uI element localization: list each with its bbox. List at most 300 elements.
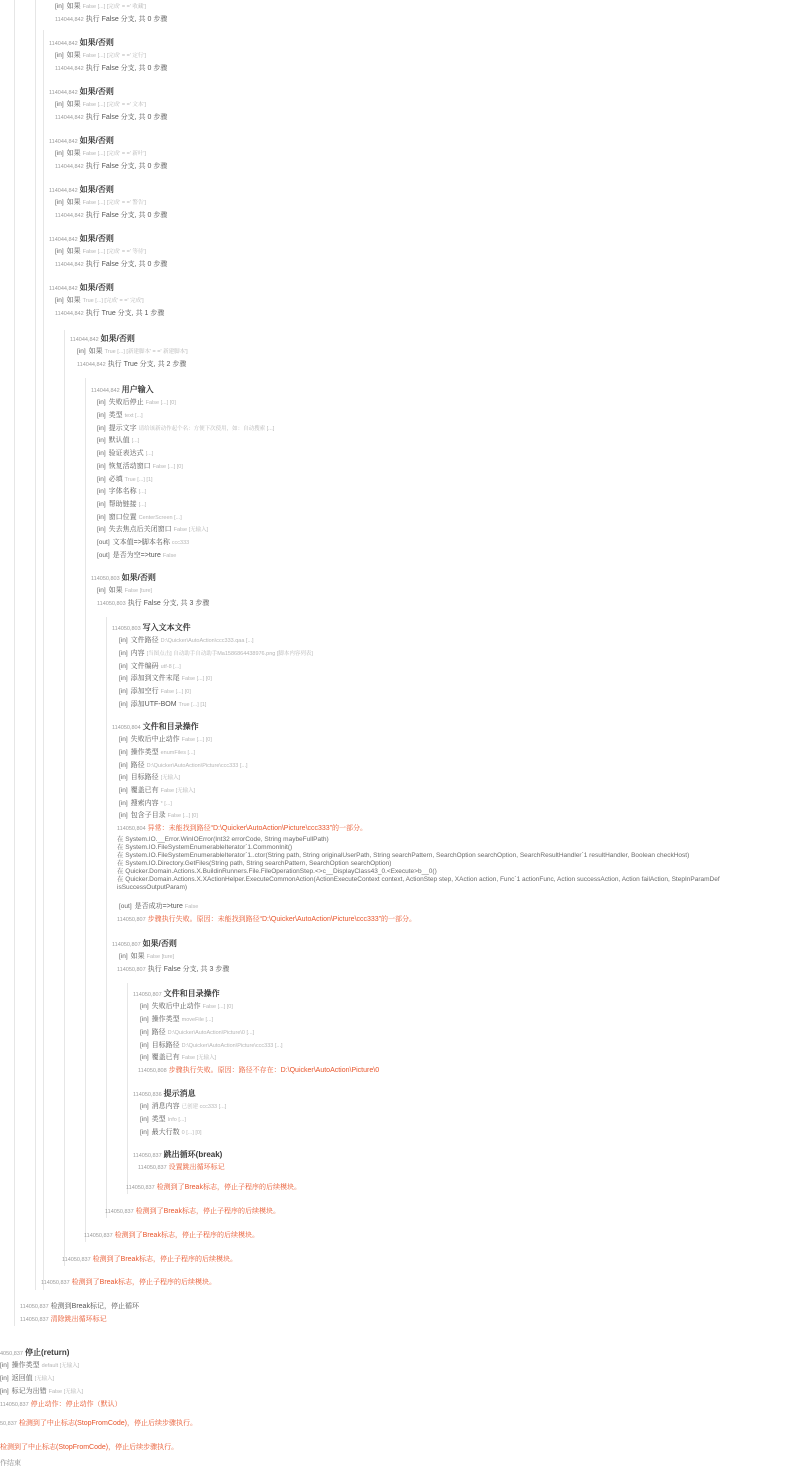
log-line-step-title — [133, 1149, 222, 1162]
param-direction-tag: [in] — [140, 1054, 149, 1061]
log-text: 文件编码 — [130, 663, 159, 670]
param-value: [...] — [138, 489, 147, 495]
log-line-step-param — [0, 1373, 54, 1385]
timestamp: 114050,837 — [0, 1402, 29, 1408]
log-text: 如果/否则 — [79, 136, 114, 145]
timestamp: 114044,842 — [91, 388, 120, 394]
log-text: 操作类型 — [130, 749, 159, 756]
log-line-error-message — [0, 1399, 122, 1411]
param-direction-tag: [in] — [55, 297, 64, 304]
log-line-step-param — [55, 197, 146, 209]
log-line-step-param — [140, 1001, 233, 1013]
log-text: 路径 — [130, 762, 145, 769]
timestamp: 114044,842 — [49, 139, 78, 145]
param-value: False [...] [0] — [181, 737, 212, 743]
log-line-log-message — [97, 598, 209, 610]
log-line-log-message — [0, 1458, 21, 1469]
log-line-stack-trace-line — [117, 868, 800, 876]
log-line-log-message — [20, 1301, 139, 1313]
timestamp: 114050,807 — [117, 967, 146, 973]
timestamp: 114044,842 — [70, 337, 99, 343]
param-value: 已创建 ccc333 [...] — [181, 1104, 227, 1110]
param-direction-tag: [in] — [119, 650, 128, 657]
log-line-step-param — [77, 346, 188, 358]
log-text: 提示消息 — [163, 1089, 196, 1098]
param-value: Info [...] — [167, 1117, 186, 1123]
log-text: 如果 — [66, 199, 81, 206]
log-line-step-param — [119, 798, 172, 810]
log-text: isSuccessOutputParam) — [117, 884, 188, 891]
log-text: 检测到了Break标志，停止子程序的后续模块。 — [92, 1256, 237, 1263]
log-text: 标记为出错 — [11, 1388, 47, 1395]
log-text: 执行 False 分支, 共 0 步骤 — [85, 114, 168, 121]
log-text: 操作类型 — [11, 1362, 40, 1369]
log-line-log-message — [55, 259, 167, 271]
param-value: [无输入] — [34, 1376, 55, 1382]
param-direction-tag: [in] — [119, 774, 128, 781]
param-value: True [...] [1] — [178, 702, 207, 708]
log-line-error-message — [138, 1162, 225, 1174]
log-text: 必填 — [108, 476, 123, 483]
timestamp: 114044,842 — [49, 237, 78, 243]
log-text: 窗口位置 — [108, 514, 137, 521]
log-text: 文本值=>脚本名称 — [112, 539, 170, 546]
param-value: False [ture] — [124, 588, 153, 594]
timestamp: 114050,837 — [133, 1153, 162, 1159]
log-text: 在 System.IO.__Error.WinIOError(Int32 errorCode, String maybeFullPath) — [117, 836, 329, 843]
log-text: 操作类型 — [151, 1016, 180, 1023]
log-text: 返回值 — [11, 1375, 33, 1382]
log-line-step-param — [97, 512, 182, 524]
param-direction-tag: [in] — [55, 52, 64, 59]
log-line-step-title — [49, 233, 114, 246]
log-line-stack-trace-line — [117, 844, 800, 852]
log-line-step-param — [119, 772, 180, 784]
log-line-step-param — [119, 747, 195, 759]
log-text: 默认值 — [108, 437, 130, 444]
param-direction-tag: [in] — [97, 399, 106, 406]
log-text: 如果/否则 — [79, 87, 114, 96]
log-line-error-message — [117, 914, 416, 926]
param-direction-tag: [in] — [140, 1016, 149, 1023]
param-direction-tag: [in] — [119, 812, 128, 819]
log-line-step-param — [97, 486, 146, 498]
log-line-step-param — [119, 648, 313, 660]
log-line-step-param — [140, 1027, 254, 1039]
log-line-step-param — [97, 585, 152, 597]
param-direction-tag: [in] — [97, 526, 106, 533]
log-line-step-param — [0, 1360, 79, 1372]
param-value: False [...] [0] — [152, 464, 183, 470]
param-value: False [无输入] — [48, 1389, 84, 1395]
timestamp: 114050,803 — [97, 601, 126, 607]
timestamp: 50,837 — [0, 1421, 17, 1427]
param-value: False [无输入] — [173, 527, 209, 533]
log-line-step-title — [0, 1347, 69, 1360]
timestamp: 114050,804 — [112, 725, 141, 731]
log-text: 文件和目录操作 — [142, 722, 199, 731]
indent-guide — [127, 983, 128, 1194]
log-line-step-param — [55, 246, 146, 258]
log-text: 如果 — [66, 248, 81, 255]
param-direction-tag: [in] — [55, 248, 64, 255]
log-line-step-param — [55, 148, 146, 160]
indent-guide — [85, 378, 86, 1242]
param-value: D:\Quicker\AutoAction\Picture\ccc333 [...] — [146, 763, 248, 769]
log-text: 执行 False 分支, 共 0 步骤 — [85, 16, 168, 23]
log-line-step-title — [49, 86, 114, 99]
timestamp: 114050,837 — [105, 1209, 134, 1215]
log-line-error-message — [62, 1254, 237, 1266]
log-text: 执行 False 分支, 共 0 步骤 — [85, 261, 168, 268]
param-value: D:\Quicker\AutoAction\ccc333.qaa [...] — [160, 638, 254, 644]
param-direction-tag: [out] — [97, 552, 110, 559]
param-value: False [无输入] — [160, 788, 196, 794]
param-value: False [ture] — [146, 954, 175, 960]
log-line-log-message — [55, 161, 167, 173]
log-line-step-param — [97, 524, 208, 536]
param-value: D:\Quicker\AutoAction\Picture\ccc333 [...] — [181, 1043, 283, 1049]
log-text: 设置跳出循环标记 — [168, 1164, 225, 1171]
timestamp: 114044,842 — [55, 213, 84, 219]
log-text: 如果 — [66, 3, 81, 10]
log-line-step-title — [112, 622, 191, 635]
param-direction-tag: [in] — [97, 412, 106, 419]
param-direction-tag: [in] — [119, 762, 128, 769]
log-text: 添加空行 — [130, 688, 159, 695]
log-line-step-title — [91, 384, 154, 397]
log-line-error-message — [117, 823, 367, 835]
log-text: 用户输入 — [121, 385, 154, 394]
log-text: 在 Quicker.Domain.Actions.X.BuildinRunners.File.FileOperationStep.<>c__DisplayClass43_0.<Execute>b__0() — [117, 868, 437, 875]
log-line-step-param — [140, 1040, 283, 1052]
param-direction-tag: [in] — [119, 800, 128, 807]
timestamp: 114050,836 — [133, 1092, 162, 1098]
param-direction-tag: [in] — [55, 150, 64, 157]
log-line-step-param — [0, 1386, 83, 1398]
log-text: 作结束 — [0, 1460, 21, 1467]
log-line-error-message — [84, 1230, 259, 1242]
log-text: 目标路径 — [130, 774, 159, 781]
log-text: 类型 — [151, 1116, 166, 1123]
log-line-step-title — [49, 135, 114, 148]
param-direction-tag: [in] — [0, 1375, 9, 1382]
log-line-step-param — [119, 661, 181, 673]
timestamp: 114050,803 — [112, 626, 141, 632]
param-direction-tag: [in] — [140, 1103, 149, 1110]
log-line-stack-trace-line — [117, 876, 800, 884]
timestamp: 114050,807 — [117, 917, 146, 923]
log-text: 覆盖已有 — [151, 1054, 180, 1061]
log-line-step-param — [97, 397, 176, 409]
timestamp: 114050,837 — [126, 1185, 155, 1191]
log-text: 添加到文件末尾 — [130, 675, 180, 682]
param-direction-tag: [in] — [140, 1116, 149, 1123]
log-line-step-param — [97, 448, 153, 460]
log-text: 检测到了中止标志(StopFromCode)，停止后续步骤执行。 — [0, 1444, 179, 1451]
timestamp: 114044,842 — [49, 90, 78, 96]
log-text: 检测到了Break标志，停止子程序的后续模块。 — [71, 1279, 216, 1286]
log-text: 失去焦点后关闭窗口 — [108, 526, 172, 533]
param-direction-tag: [in] — [97, 425, 106, 432]
timestamp: 114050,837 — [41, 1280, 70, 1286]
log-text: 如果/否则 — [142, 939, 177, 948]
timestamp: 114044,842 — [55, 115, 84, 121]
log-text: 如果 — [108, 587, 123, 594]
log-line-error-message — [20, 1314, 107, 1326]
log-text: 执行 False 分支, 共 3 步骤 — [127, 600, 210, 607]
log-text: 停止(return) — [24, 1348, 70, 1357]
param-direction-tag: [in] — [97, 437, 106, 444]
param-direction-tag: [in] — [97, 488, 106, 495]
log-line-error-message — [105, 1206, 280, 1218]
param-value: 0 [...] [0] — [181, 1130, 202, 1136]
log-line-error-message — [138, 1065, 379, 1077]
log-line-step-param — [119, 686, 191, 698]
log-text: 在 System.IO.FileSystemEnumerableIterator`1.CommonInit() — [117, 844, 293, 851]
param-value: False [...] [0] — [202, 1004, 233, 1010]
log-text: 最大行数 — [151, 1129, 180, 1136]
log-text: 消息内容 — [151, 1103, 180, 1110]
log-line-step-title — [112, 721, 199, 734]
param-direction-tag: [in] — [97, 463, 106, 470]
param-value: False [...] [完成' = =' 文本'] — [82, 102, 146, 108]
param-value: * [...] — [160, 801, 172, 807]
log-text: 如果 — [66, 101, 81, 108]
log-text: 文件和目录操作 — [163, 989, 220, 998]
log-line-step-param — [119, 673, 212, 685]
log-text: 文件路径 — [130, 637, 159, 644]
param-value: False — [162, 553, 177, 559]
timestamp: 114050,804 — [117, 826, 146, 832]
log-line-step-title — [49, 282, 114, 295]
timestamp: 114044,842 — [55, 164, 84, 170]
log-text: 步骤执行失败。原因：路径不存在：D:\Quicker\AutoAction\Picture\0 — [168, 1067, 380, 1074]
log-line-step-param — [97, 537, 189, 549]
log-line-step-param — [55, 99, 146, 111]
param-value: True [...] [1] — [124, 477, 153, 483]
log-text: 执行 False 分支, 共 0 步骤 — [85, 212, 168, 219]
log-text: 验证表达式 — [108, 450, 144, 457]
param-direction-tag: [in] — [55, 101, 64, 108]
log-text: 如果/否则 — [79, 185, 114, 194]
param-value: [...] — [131, 438, 140, 444]
param-value: [...] — [138, 502, 147, 508]
param-direction-tag: [in] — [119, 736, 128, 743]
log-text: 是否成功=>ture — [134, 903, 183, 910]
log-text: 帮助链接 — [108, 501, 137, 508]
log-line-step-param — [140, 1101, 226, 1113]
timestamp: 114050,803 — [91, 576, 120, 582]
param-value: ccc333 — [171, 540, 190, 546]
log-line-step-title — [91, 572, 156, 585]
param-value: [当图点击] 自动助手自动助手Ma1586864438976.png [脚本内容列表] — [146, 651, 313, 657]
log-line-step-title — [70, 333, 135, 346]
timestamp: 114044,842 — [55, 311, 84, 317]
indent-guide — [43, 30, 44, 1290]
param-value: True [...] [新建脚本' = =' 新建脚本'] — [104, 349, 188, 355]
param-value: [无输入] — [160, 775, 181, 781]
param-value: False [...] [0] — [145, 400, 176, 406]
param-direction-tag: [in] — [119, 953, 128, 960]
log-text: 失败后停止 — [108, 399, 144, 406]
log-line-error-message — [126, 1182, 301, 1194]
log-text: 如果 — [66, 297, 81, 304]
log-text: 写入文本文件 — [142, 623, 191, 632]
log-line-step-param — [140, 1014, 213, 1026]
log-line-step-param — [97, 435, 139, 447]
log-text: 检测到了中止标志(StopFromCode)，停止后续步骤执行。 — [18, 1420, 197, 1427]
param-direction-tag: [out] — [119, 903, 132, 910]
log-line-step-param — [97, 499, 146, 511]
timestamp: 114044,842 — [55, 262, 84, 268]
log-line-step-param — [119, 785, 195, 797]
log-text: 异常：未能找到路径“D:\Quicker\AutoAction\Picture\ccc333”的一部分。 — [147, 825, 368, 832]
log-text: 类型 — [108, 412, 123, 419]
param-value: False [...] [完成' = =' 新叶'] — [82, 151, 146, 157]
param-direction-tag: [out] — [97, 539, 110, 546]
log-text: 在 System.IO.FileSystemEnumerableIterator`1..ctor(String path, String originalUserPath, String searchPattern, SearchOption searchOption, SearchResultHandler`1 resultHandler, Boolean checkHost) — [117, 852, 690, 859]
timestamp: 114050,837 — [20, 1304, 49, 1310]
log-line-error-message — [0, 1418, 197, 1430]
log-text: 清除跳出循环标记 — [50, 1316, 107, 1323]
log-text: 内容 — [130, 650, 145, 657]
indent-guide — [64, 330, 65, 1266]
log-line-step-param — [140, 1052, 216, 1064]
log-text: 目标路径 — [151, 1042, 180, 1049]
indent-guide — [106, 617, 107, 1218]
log-text: 如果/否则 — [121, 573, 156, 582]
log-line-stack-trace-line — [117, 884, 800, 892]
log-line-step-param — [119, 699, 206, 711]
log-text: 执行 False 分支, 共 0 步骤 — [85, 163, 168, 170]
log-line-stack-trace-line — [117, 852, 800, 860]
log-line-step-param — [119, 760, 248, 772]
timestamp: 114050,837 — [84, 1233, 113, 1239]
log-text: 提示文字 — [108, 425, 137, 432]
param-value: False [...] [完成' = =' 定行'] — [82, 53, 146, 59]
param-direction-tag: [in] — [77, 348, 86, 355]
param-value: False — [184, 904, 199, 910]
param-value: True [...] [完成' = =' 完成'] — [82, 298, 144, 304]
param-value: 请给该新动作起个名：方便下次使用，如：自动搜索 [...] — [138, 426, 275, 432]
timestamp: 114050,808 — [138, 1068, 167, 1074]
log-text: 失败后中止动作 — [151, 1003, 201, 1010]
log-line-step-param — [140, 1127, 202, 1139]
param-direction-tag: [in] — [140, 1029, 149, 1036]
log-line-step-title — [133, 1088, 196, 1101]
param-direction-tag: [in] — [119, 675, 128, 682]
timestamp: 114050,837 — [20, 1317, 49, 1323]
log-line-step-param — [140, 1114, 186, 1126]
timestamp: 4050,837 — [0, 1351, 23, 1357]
timestamp: 114044,842 — [55, 66, 84, 72]
log-line-step-param — [55, 295, 144, 307]
param-value: False [...] [完成' = =' 收藏'] — [82, 4, 146, 10]
log-text: 如果/否则 — [79, 283, 114, 292]
log-line-error-message — [0, 1442, 178, 1453]
timestamp: 114050,837 — [62, 1257, 91, 1263]
log-line-step-title — [49, 37, 114, 50]
timestamp: 114050,807 — [112, 942, 141, 948]
log-line-step-param — [97, 474, 153, 486]
log-text: 在 Quicker.Domain.Actions.X.XActionHelper.ExecuteCommonAction(ActionExecuteContext context, ActionStep step, XAction action, Func`1 actionFunc, Action successAction, Action failAction, StepInParamDef — [117, 876, 720, 883]
param-direction-tag: [in] — [140, 1042, 149, 1049]
param-value: enumFiles [...] — [160, 750, 196, 756]
param-direction-tag: [in] — [55, 199, 64, 206]
param-direction-tag: [in] — [119, 787, 128, 794]
param-direction-tag: [in] — [119, 663, 128, 670]
log-line-step-param — [97, 423, 274, 435]
log-text: 如果 — [88, 348, 103, 355]
log-text: 如果 — [66, 150, 81, 157]
log-text: 如果/否则 — [100, 334, 135, 343]
param-direction-tag: [in] — [140, 1129, 149, 1136]
log-line-stack-trace-line — [117, 836, 800, 844]
param-direction-tag: [in] — [140, 1003, 149, 1010]
log-text: 是否为空=>ture — [112, 552, 161, 559]
log-line-step-param — [55, 50, 146, 62]
log-line-step-param — [97, 410, 143, 422]
log-text: 添加UTF-BOM — [130, 701, 177, 708]
param-value: text [...] — [124, 413, 143, 419]
log-text: 失败后中止动作 — [130, 736, 180, 743]
log-line-log-message — [55, 14, 167, 26]
indent-guide — [35, 0, 36, 1290]
param-direction-tag: [in] — [119, 637, 128, 644]
log-line-stack-trace-line — [117, 860, 800, 868]
timestamp: 114044,842 — [49, 286, 78, 292]
log-line-step-title — [49, 184, 114, 197]
log-line-step-param — [119, 810, 198, 822]
log-line-step-title — [112, 938, 177, 951]
param-direction-tag: [in] — [55, 3, 64, 10]
param-value: False [...] [0] — [167, 813, 198, 819]
param-direction-tag: [in] — [119, 749, 128, 756]
log-line-log-message — [117, 964, 229, 976]
log-line-log-message — [55, 112, 167, 124]
param-direction-tag: [in] — [97, 587, 106, 594]
log-line-log-message — [55, 210, 167, 222]
log-text: 检测到了Break标志，停止子程序的后续模块。 — [135, 1208, 280, 1215]
param-direction-tag: [in] — [97, 476, 106, 483]
log-text: 执行 False 分支, 共 3 步骤 — [147, 966, 230, 973]
log-text: 检测到了Break标志，停止子程序的后续模块。 — [114, 1232, 259, 1239]
timestamp: 114050,807 — [133, 992, 162, 998]
log-text: 覆盖已有 — [130, 787, 159, 794]
log-line-step-param — [97, 461, 183, 473]
param-direction-tag: [in] — [0, 1388, 9, 1395]
log-text: 步骤执行失败。原因：未能找到路径“D:\Quicker\AutoAction\Picture\ccc333”的一部分。 — [147, 916, 417, 923]
param-value: default [无输入] — [41, 1363, 80, 1369]
log-line-log-message — [77, 359, 186, 371]
log-text: 执行 False 分支, 共 0 步骤 — [85, 65, 168, 72]
log-line-step-param — [55, 1, 146, 13]
log-text: 执行 True 分支, 共 1 步骤 — [85, 310, 165, 317]
param-value: D:\Quicker\AutoAction\Picture\0 [...] — [167, 1030, 255, 1036]
param-value: moveFile [...] — [181, 1017, 214, 1023]
param-value: False [...] [0] — [160, 689, 191, 695]
param-direction-tag: [in] — [119, 688, 128, 695]
param-value: False [无输入] — [181, 1055, 217, 1061]
param-direction-tag: [in] — [97, 501, 106, 508]
log-text: 如果/否则 — [79, 38, 114, 47]
param-value: [...] — [145, 451, 154, 457]
log-text: 如果 — [66, 52, 81, 59]
param-value: CenterScreen [...] — [138, 515, 182, 521]
log-text: 检测到了Break标志，停止子程序的后续模块。 — [156, 1184, 301, 1191]
log-text: 路径 — [151, 1029, 166, 1036]
